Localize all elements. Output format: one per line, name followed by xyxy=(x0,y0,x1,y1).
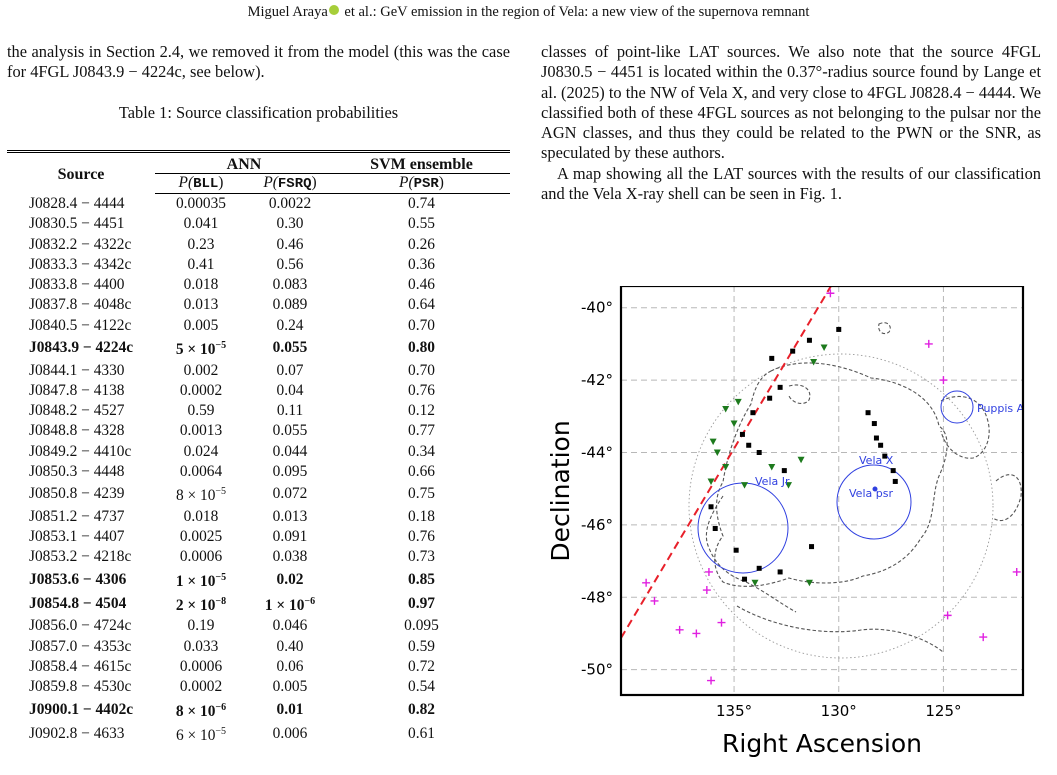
cell-pfsrq: 0.044 xyxy=(272,442,308,460)
pulsar-candidate-marker xyxy=(782,468,787,473)
cell-pfsrq: 0.24 xyxy=(276,316,304,334)
table-row xyxy=(7,677,510,697)
table-row xyxy=(7,401,510,421)
table-row xyxy=(7,462,510,482)
cell-ppsr: 0.26 xyxy=(408,235,435,253)
cell-ppsr: 0.36 xyxy=(408,255,435,273)
x-axis-label: Right Ascension xyxy=(722,729,922,758)
table-row xyxy=(7,507,510,527)
cell-ppsr: 0.095 xyxy=(404,617,439,635)
cell-ppsr: 0.77 xyxy=(408,422,435,440)
table-row xyxy=(7,316,510,336)
cell-pfsrq: 0.013 xyxy=(272,507,308,525)
vela-sky-map-figure xyxy=(541,286,1041,764)
cell-pbll: $8 \times 10^{-5}$ xyxy=(175,486,227,505)
table-row xyxy=(7,295,510,315)
cell-source: J0840.5 − 4122c xyxy=(29,316,132,334)
cell-ppsr: 0.76 xyxy=(408,528,435,545)
cell-pbll: 0.013 xyxy=(183,296,219,314)
cell-ppsr: 0.80 xyxy=(408,339,435,357)
cell-pfsrq: 0.046 xyxy=(272,617,308,635)
cell-source: J0828.4 − 4444 xyxy=(29,194,125,212)
cell-pfsrq: 0.005 xyxy=(272,678,308,696)
cell-pbll: 0.041 xyxy=(183,215,219,233)
header-ann: ANN xyxy=(155,152,333,174)
cell-ppsr: 0.70 xyxy=(408,361,435,379)
cell-ppsr: 0.46 xyxy=(408,276,435,294)
cell-source: J0851.2 − 4737 xyxy=(29,507,125,525)
y-tick-label: -40° xyxy=(581,298,613,317)
pulsar-candidate-marker xyxy=(746,443,751,448)
table-row xyxy=(7,568,510,592)
cell-pfsrq: 0.055 xyxy=(272,422,308,440)
table-row xyxy=(7,657,510,677)
cell-pbll: 0.033 xyxy=(183,637,219,655)
table-row xyxy=(7,255,510,275)
cell-pbll: 0.00035 xyxy=(175,195,227,212)
cell-pbll: 0.0013 xyxy=(179,422,223,440)
cell-source: J0853.1 − 4407 xyxy=(29,528,125,545)
pulsar-candidate-marker xyxy=(893,479,898,484)
cell-ppsr: 0.70 xyxy=(408,316,435,334)
cell-source: J0902.8 − 4633 xyxy=(29,725,125,743)
cell-pfsrq: 0.40 xyxy=(276,637,304,655)
cell-pbll: 0.23 xyxy=(187,235,215,253)
table-row xyxy=(7,616,510,636)
cell-pfsrq: 0.04 xyxy=(276,381,304,399)
cell-source: J0900.1 − 4402c xyxy=(29,700,134,718)
cell-pbll: $1 \times 10^{-5}$ xyxy=(175,571,227,590)
table-row xyxy=(7,482,510,506)
cell-pbll: 0.005 xyxy=(183,316,219,334)
cell-source: J0853.6 − 4306 xyxy=(29,570,127,588)
pulsar-candidate-marker xyxy=(874,436,879,441)
y-axis-label: Declination xyxy=(546,420,575,562)
cell-pfsrq: 0.091 xyxy=(272,528,308,545)
table-caption: Table 1: Source classification probabilities xyxy=(118,102,399,122)
cell-pfsrq: 0.01 xyxy=(276,700,304,718)
pulsar-candidate-marker xyxy=(807,338,812,343)
cell-ppsr: 0.64 xyxy=(408,296,435,314)
table-row xyxy=(7,442,510,462)
cell-pbll: 0.41 xyxy=(187,255,215,273)
cell-pbll: $5 \times 10^{-5}$ xyxy=(175,340,227,359)
pulsar-candidate-marker xyxy=(757,450,762,455)
subheader-pbll: P(BLL) xyxy=(155,174,247,194)
label-vela-x: Vela X xyxy=(859,454,894,467)
cell-pbll: $2 \times 10^{-8}$ xyxy=(175,596,227,615)
table-row xyxy=(7,361,510,381)
cell-pbll: 0.0025 xyxy=(179,528,223,545)
cell-pfsrq: $1 \times 10^{-6}$ xyxy=(264,596,316,615)
cell-pfsrq: 0.11 xyxy=(276,402,304,420)
cell-source: J0850.3 − 4448 xyxy=(29,462,125,480)
table-row xyxy=(7,722,510,746)
x-tick-labels xyxy=(716,702,962,720)
cell-ppsr: 0.74 xyxy=(408,195,435,212)
pulsar-candidate-marker xyxy=(878,443,883,448)
cell-source: J0830.5 − 4451 xyxy=(29,215,125,233)
cell-pfsrq: 0.055 xyxy=(272,339,308,357)
header-author: Miguel Araya xyxy=(247,4,328,20)
x-tick-label: 135° xyxy=(715,702,753,720)
pulsar-candidate-marker xyxy=(709,504,714,509)
cell-ppsr: 0.82 xyxy=(408,700,435,718)
cell-pbll: 0.0002 xyxy=(179,381,223,399)
cell-source: J0854.8 − 4504 xyxy=(29,595,127,613)
cell-pbll: 0.024 xyxy=(183,442,219,460)
cell-source: J0832.2 − 4322c xyxy=(29,235,132,253)
table-row xyxy=(7,214,510,234)
table-row xyxy=(7,421,510,441)
pulsar-candidate-marker xyxy=(836,327,841,332)
cell-ppsr: 0.72 xyxy=(408,658,435,676)
running-header xyxy=(0,4,1057,21)
cell-source: J0833.8 − 4400 xyxy=(29,276,125,294)
cell-ppsr: 0.12 xyxy=(408,402,435,420)
pulsar-candidate-marker xyxy=(769,356,774,361)
cell-pfsrq: 0.072 xyxy=(272,485,308,503)
cell-pfsrq: 0.089 xyxy=(272,296,308,314)
cell-source: J0847.8 − 4138 xyxy=(29,381,125,399)
y-tick-label: -42° xyxy=(581,371,613,390)
cell-pbll: 0.0006 xyxy=(179,658,223,676)
header-source: Source xyxy=(7,152,155,194)
pulsar-candidate-marker xyxy=(891,468,896,473)
cell-ppsr: 0.55 xyxy=(408,215,435,233)
cell-pfsrq: 0.56 xyxy=(276,255,304,273)
pulsar-candidate-marker xyxy=(809,544,814,549)
cell-ppsr: 0.75 xyxy=(408,485,435,503)
cell-source: J0858.4 − 4615c xyxy=(29,658,132,676)
right-paragraph-1: classes of point-like LAT sources. We also note that the source 4FGL J0830.5 − 4451 is located within the 0.37°-radius source found by Lange et al. (2025) to the NW of Vela X, and very close to 4FGL J0828.4 − 4444. We classified both of these 4FGL sources as not belonging to the pulsar nor the AGN classes, and thus they could be related to the PWN or the SNR, as speculated by these authors. xyxy=(541,42,1041,163)
table-row xyxy=(7,527,510,547)
x-tick-label: 125° xyxy=(925,702,962,720)
subheader-ppsr: P(PSR) xyxy=(333,174,510,194)
pulsar-candidate-marker xyxy=(713,526,718,531)
subheader-pfsrq: P(FSRQ) xyxy=(247,174,333,194)
cell-pbll: 0.002 xyxy=(183,361,219,379)
table-row xyxy=(7,637,510,657)
cell-pfsrq: 0.02 xyxy=(276,570,304,588)
pulsar-candidate-marker xyxy=(740,432,745,437)
cell-source: J0856.0 − 4724c xyxy=(29,617,132,635)
cell-source: J0848.8 − 4328 xyxy=(29,422,125,440)
pulsar-candidate-marker xyxy=(778,385,783,390)
cell-source: J0859.8 − 4530c xyxy=(29,678,132,696)
cell-pbll: 0.018 xyxy=(183,507,219,525)
cell-pbll: $6 \times 10^{-5}$ xyxy=(175,726,227,745)
cell-ppsr: 0.18 xyxy=(408,507,435,525)
pulsar-candidate-marker xyxy=(750,410,755,415)
cell-source: J0833.3 − 4342c xyxy=(29,255,132,273)
table-row xyxy=(7,336,510,360)
y-tick-label: -48° xyxy=(581,588,613,607)
cell-pbll: 0.0002 xyxy=(179,678,223,696)
cell-pfsrq: 0.083 xyxy=(272,276,308,294)
table-row xyxy=(7,381,510,401)
right-paragraph-2: A map showing all the LAT sources with the results of our classification and the Vela X-ray shell can be seen in Fig. 1. xyxy=(541,163,1041,204)
table-row xyxy=(7,235,510,255)
table-row xyxy=(7,698,510,722)
y-tick-label: -44° xyxy=(581,443,613,462)
cell-pfsrq: 0.46 xyxy=(276,235,304,253)
cell-ppsr: 0.73 xyxy=(408,548,435,566)
left-column xyxy=(7,42,510,123)
x-tick-label: 130° xyxy=(820,702,857,720)
cell-pbll: 0.59 xyxy=(187,402,215,420)
cell-pbll: 0.0064 xyxy=(179,462,223,480)
table-row xyxy=(7,592,510,616)
classification-table xyxy=(7,150,510,746)
table-body xyxy=(7,194,510,747)
cell-pbll: 0.19 xyxy=(187,617,215,635)
label-puppis-a: Puppis A xyxy=(977,402,1025,415)
header-svm: SVM ensemble xyxy=(333,152,510,174)
cell-ppsr: 0.66 xyxy=(408,462,435,480)
right-column xyxy=(541,42,1041,204)
y-tick-labels xyxy=(581,299,613,679)
cell-pbll: 0.018 xyxy=(183,276,219,294)
cell-ppsr: 0.34 xyxy=(408,442,435,460)
y-tick-label: -50° xyxy=(581,660,613,679)
pulsar-candidate-marker xyxy=(734,548,739,553)
header-title: et al.: GeV emission in the region of Vela: a new view of the supernova remnant xyxy=(340,4,810,20)
cell-ppsr: 0.97 xyxy=(408,595,435,613)
pulsar-candidate-marker xyxy=(866,410,871,415)
cell-ppsr: 0.61 xyxy=(408,725,435,743)
cell-pfsrq: 0.07 xyxy=(276,361,304,379)
cell-ppsr: 0.76 xyxy=(408,381,435,399)
pulsar-candidate-marker xyxy=(790,349,795,354)
cell-pbll: 0.0006 xyxy=(179,548,223,566)
cell-source: J0853.2 − 4218c xyxy=(29,548,132,566)
cell-pbll: $8 \times 10^{-6}$ xyxy=(175,701,227,720)
pulsar-candidate-marker xyxy=(757,566,762,571)
cell-source: J0843.9 − 4224c xyxy=(29,339,134,357)
cell-pfsrq: 0.30 xyxy=(276,215,304,233)
plot-area xyxy=(621,286,1023,695)
cell-pfsrq: 0.038 xyxy=(272,548,308,566)
y-tick-label: -46° xyxy=(581,515,613,534)
table-row xyxy=(7,275,510,295)
label-vela-psr: Vela psr xyxy=(849,487,893,500)
cell-source: J0848.2 − 4527 xyxy=(29,402,125,420)
cell-source: J0857.0 − 4353c xyxy=(29,637,132,655)
label-vela-jr: Vela Jr xyxy=(755,475,790,488)
cell-ppsr: 0.85 xyxy=(408,570,435,588)
cell-source: J0837.8 − 4048c xyxy=(29,296,132,314)
cell-pfsrq: 0.006 xyxy=(272,725,308,743)
pulsar-candidate-marker xyxy=(778,569,783,574)
table-row xyxy=(7,194,510,215)
pulsar-candidate-marker xyxy=(767,396,772,401)
left-paragraph: the analysis in Section 2.4, we removed it from the model (this was the case for 4FGL J0843.9 − 4224c, see below). xyxy=(7,42,510,82)
cell-source: J0844.1 − 4330 xyxy=(29,361,125,379)
cell-source: J0849.2 − 4410c xyxy=(29,442,132,460)
table-row xyxy=(7,547,510,567)
cell-source: J0850.8 − 4239 xyxy=(29,485,125,503)
cell-ppsr: 0.54 xyxy=(408,678,435,696)
pulsar-candidate-marker xyxy=(872,421,877,426)
cell-pfsrq: 0.0022 xyxy=(268,195,312,212)
cell-pfsrq: 0.095 xyxy=(272,462,308,480)
orcid-icon[interactable] xyxy=(329,5,339,15)
cell-ppsr: 0.59 xyxy=(408,637,435,655)
pulsar-candidate-marker xyxy=(742,577,747,582)
cell-pfsrq: 0.06 xyxy=(276,658,304,676)
